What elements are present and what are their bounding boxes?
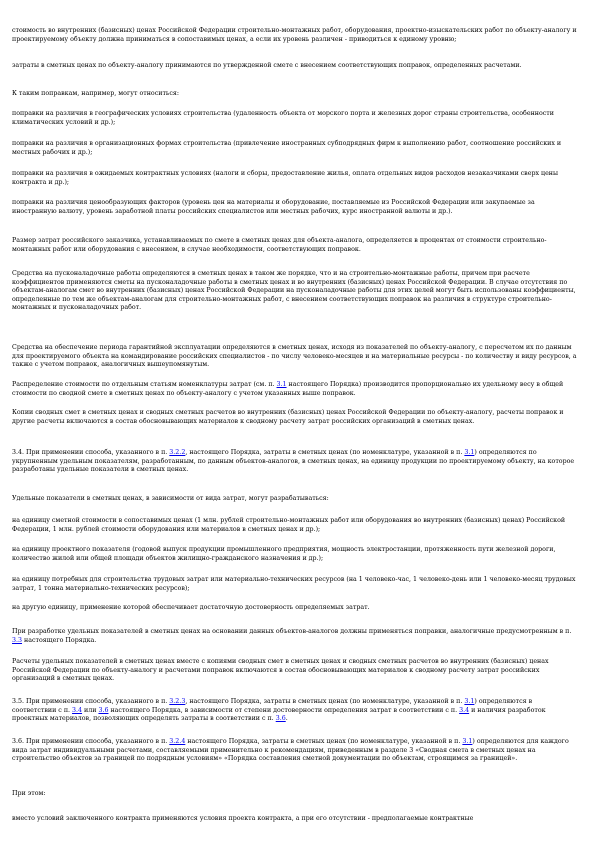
paragraph-cost-distribution: Распределение стоимости по отдельным статьям номенклатуры затрат (см. п. 3.1 настоящего Порядка) производится пропорционально их удельному весу в общей стоимости по сводной смете в сметных ценах по объекту-аналогу с учетом указанных выше поправок. — [12, 381, 564, 397]
paragraph-cost-comparable-prices: стоимость во внутренних (базисных) ценах Российской Федерации строительно-монтажных работ, оборудования, проектно-изыскательских работ по объекту-аналогу и проектируемому объекту должна приниматься в сопоставимых ценах, а если их уровень различен - приводиться к единому уровню; — [12, 27, 577, 43]
link-section-3-1[interactable]: 3.1 — [464, 449, 475, 456]
link-section-3-6[interactable]: 3.6 — [98, 706, 109, 714]
paragraph-commissioning-works: Средства на пусконаладочные работы определяются в сметных ценах в таком же порядке, что и на строительно-монтажные работы, причем при расчете коэффициентов применяются сметы на пусконаладочные работы в сметных ценах и во внутренних (базисных) ценах Российской Федерации. В случае отсутствия по объектам-аналогам смет во внутренних (базисных) ценах Российской Федерации на пусконаладочные работы для этих целей могут быть использованы коэффициенты, определенные по тем же объектам-аналогам для строительно-монтажных работ, с внесением соответствующих поправок на различия в структуре строительно-монтажных и пусконаладочных работ. — [12, 270, 576, 312]
paragraph-in-this-case: При этом: — [12, 790, 46, 797]
paragraph-unit-design-indicator: на единицу проектного показателя (годовой выпуск продукции промышленного предприятия, мощность электростанции, протяженность пути железной дороги, количество жилой или общей площади объектов жилищно-гражданского назначения и др.); — [12, 546, 556, 562]
paragraph-unit-indicator-development: При разработке удельных показателей в сметных ценах на основании данных объектов-аналогов должны применяться поправки, аналогичные предусмотренным в п. 3.3 настоящего Порядка. — [12, 628, 572, 644]
link-section-3-2-3[interactable]: 3.2.3 — [169, 698, 186, 705]
paragraph-pricing-factor-corrections: поправки на различия ценообразующих факторов (уровень цен на материалы и оборудование, поставляемые из Российской Федерации или закупаемые за иностранную валюту, уровень заработной платы российских специалистов или местных рабочих, курс иностранной валюты и др.). — [12, 199, 535, 215]
paragraph-section-3-5: 3.5. При применении способа, указанного в п. 3.2.3, настоящего Порядка, затраты в сметных ценах (по номенклатуре, указанной в п. 3.1) определяются в соответствии с п. 3.4 или 3.6 настоящего Порядка, в зависимости от степени достоверности определения затрат в соответствии с п. 3.4 и наличия разработок проектных материалов, позволяющих определять затраты в соответствии с п. 3.6. — [12, 698, 546, 723]
paragraph-unit-indicators-intro: Удельные показатели в сметных ценах, в зависимости от вида затрат, могут разрабатываться: — [12, 495, 329, 502]
paragraph-warranty-period: Средства на обеспечение периода гарантийной эксплуатации определяются в сметных ценах, исходя из показателей по объекту-аналогу, с пересчетом их по данным для проектируемого объекта на командирование российских специалистов - по числу человеко-месяцев и на материальные ресурсы - по количеству и виду ресурсов, а также с учетом поправок, аналогичных вышеупомянутым. — [12, 344, 577, 369]
paragraph-unit-estimate-cost: на единицу сметной стоимости в сопоставимых ценах (1 млн. рублей строительно-монтажных работ или оборудования во внутренних (базисных) ценах) Российской Федерации, 1 млн. рублей стоимости оборудования или материалов в сметных ценах и др.); — [12, 517, 566, 533]
paragraph-section-3-6: 3.6. При применении способа, указанного в п. 3.2.4 настоящего Порядка, затраты в сметных ценах (по номенклатуре, указанной в п. 3.1) определяются для каждого вида затрат индивидуальными расчетами, составляемыми применительно к рекомендациям, приведенным в разделе 3 «Сводная смета в сметных ценах на строительство объектов за границей по подрядным условиям» «Порядка составления сметной документации по объектам, строящимся за границей». — [12, 738, 569, 763]
paragraph-geographic-corrections: поправки на различия в географических условиях строительства (удаленность объекта от морского порта и железных дорог страны строительства, особенности климатических условий и др.); — [12, 110, 554, 126]
paragraph-summary-estimates-copies: Копии сводных смет в сметных ценах и сводных сметных расчетов во внутренних (базисных) ценах Российской Федерации по объекту-аналогу, расчеты поправок и другие расчеты включаются в состав обосновывающих материалов к сводному расчету затрат российских организаций в сметных ценах. — [12, 409, 564, 425]
paragraph-other-unit: на другую единицу, применение которой обеспечивает достаточную достоверность определяемых затрат. — [12, 604, 370, 611]
paragraph-analog-costs: затраты в сметных ценах по объекту-аналогу принимаются по утвержденной смете с внесением соответствующих поправок, определенных расчетами. — [12, 62, 522, 69]
link-section-3-4[interactable]: 3.4 — [459, 706, 470, 714]
link-section-3-2-2[interactable]: 3.2.2 — [169, 449, 186, 456]
link-section-3-1[interactable]: 3.1 — [464, 698, 475, 705]
paragraph-customer-costs: Размер затрат российского заказчика, устанавливаемых по смете в сметных ценах для объекта-аналога, определяется в процентах от стоимости строительно-монтажных работ или оборудования с внесением, в случае необходимости, соответствующих поправок. — [12, 237, 547, 253]
paragraph-organizational-corrections: поправки на различия в организационных формах строительства (привлечение иностранных субподрядных фирм к выполнению работ, соотношение российских и местных рабочих и др.); — [12, 140, 562, 156]
paragraph-section-3-4: 3.4. При применении способа, указанного в п. 3.2.2, настоящего Порядка, затраты в сметных ценах (по номенклатуре, указанной в п. 3.1) определяются по укрупненным удельным показателям, разработанным, по данным объектов-аналогов, в сметных ценах, на единицу продукции по проектируемому объекту, на которое разработаны удельные показатели в сметных ценах. — [12, 449, 575, 474]
paragraph-unit-indicator-calculations: Расчеты удельных показателей в сметных ценах вместе с копиями сводных смет в сметных ценах и сводных сметных расчетов во внутренних (базисных) ценах Российской Федерации по объекту-аналогу и расчетами поправок включаются в состав обосновывающих материалов к сводному расчету затрат российских организаций в сметных ценах. — [12, 658, 549, 683]
link-section-3-1[interactable]: 3.1 — [276, 381, 287, 388]
link-section-3-1[interactable]: 3.1 — [462, 738, 473, 745]
link-section-3-4[interactable]: 3.4 — [72, 706, 83, 714]
paragraph-contract-corrections: поправки на различия в ожидаемых контрактных условиях (налоги и сборы, предоставление жилья, оплата отдельных видов расходов незаказчиками сверх цены контракта и др.); — [12, 170, 559, 186]
paragraph-corrections-intro: К таким поправкам, например, могут относиться: — [12, 90, 179, 97]
paragraph-unit-labor-resources: на единицу потребных для строительства трудовых затрат или материально-технических ресурсов (на 1 человеко-час, 1 человеко-день или 1 человеко-месяц трудовых затрат, 1 тонна материально-технических ресурсов); — [12, 576, 576, 592]
link-section-3-6[interactable]: 3.6 — [275, 715, 286, 723]
link-section-3-2-4[interactable]: 3.2.4 — [169, 738, 186, 745]
paragraph-contract-conditions: вместо условий заключенного контракта применяются условия проекта контракта, а при его отсутствии - предполагаемые контрактные — [12, 815, 474, 822]
link-section-3-3[interactable]: 3.3 — [12, 636, 23, 644]
